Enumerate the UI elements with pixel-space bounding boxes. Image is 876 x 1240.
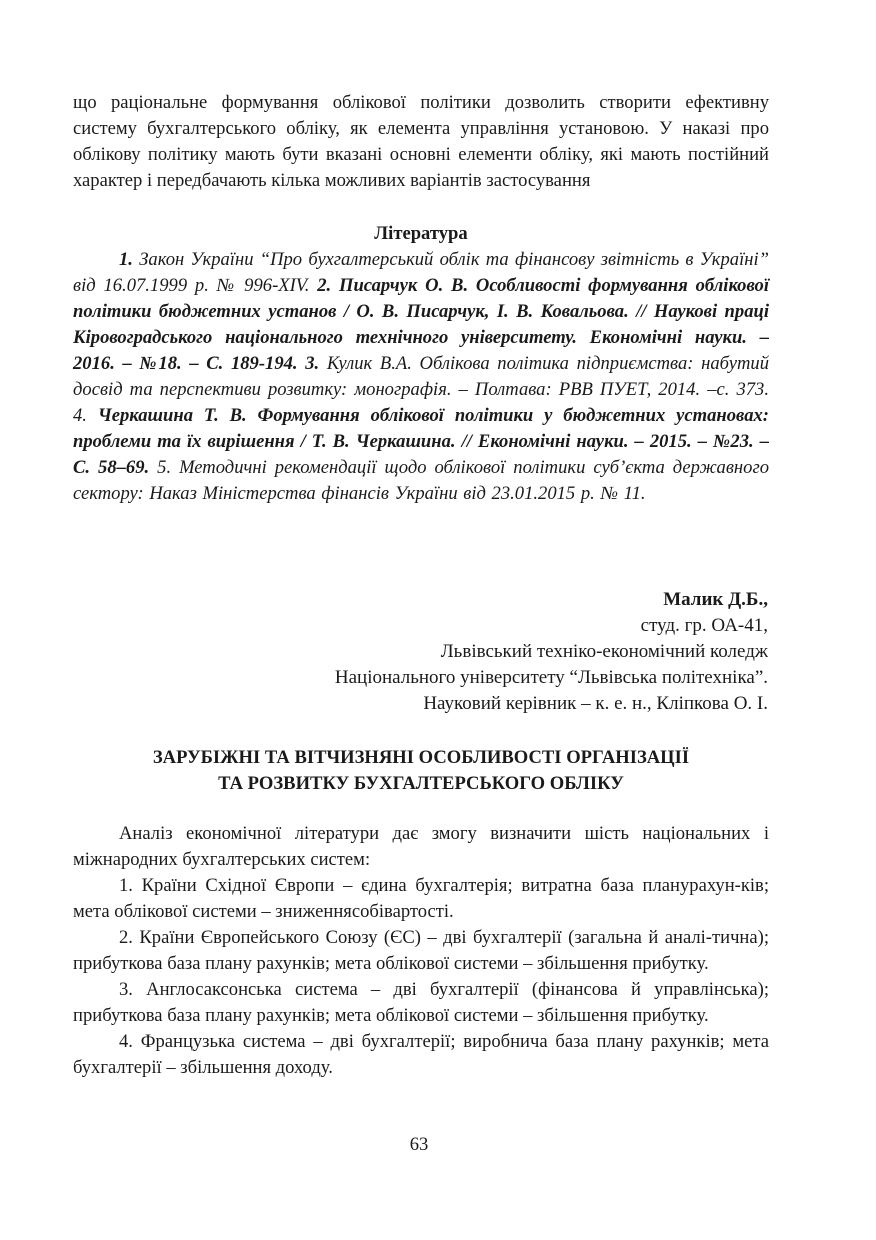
- references-paragraph: [73, 247, 769, 507]
- literature-heading: Література: [374, 223, 468, 244]
- body-paragraph: Аналіз економічної літератури дає змогу визначити шість національних і міжнародних бухгалтерських систем:: [73, 823, 769, 870]
- author-college: Львівський техніко-економічний коледж: [440, 641, 768, 662]
- ref-5-text: Методичні рекомендації щодо облікової політики суб’єкта державного сектору: Наказ Міністерства фінансів України від 23.01.2015 р. № 11.: [73, 457, 769, 504]
- article-title-line-2: ТА РОЗВИТКУ БУХГАЛТЕРСЬКОГО ОБЛІКУ: [218, 773, 624, 794]
- author-block: [335, 587, 768, 717]
- author-name: Малик Д.Б.,: [663, 589, 768, 610]
- page-number: 63: [409, 1134, 429, 1155]
- ref-2-text: Писарчук О. В. Особливості формування облікової політики бюджетних установ / О. В. Писарчук, І. В. Ковальова. // Наукові праці Кіровоградського національного технічного університету. Економічні науки. – 2016. – №18. – С. 189-194.: [73, 275, 769, 374]
- body-paragraph: 4. Французька система – дві бухгалтерії; виробнича база плану рахунків; мета бухгалтерії – збільшення доходу.: [73, 1031, 769, 1078]
- ref-1-text: Закон України “Про бухгалтерський облік та фінансову звітність в Україні” від 16.07.1999 р. № 996-XIV.: [73, 249, 769, 296]
- ref-5-number: 5.: [157, 457, 172, 478]
- ref-3-text: Кулик В.А. Облікова політика підприємства: набутий досвід та перспективи розвитку: монографія. – Полтава: РВВ ПУЕТ, 2014. –с. 373.: [73, 353, 769, 400]
- author-group: студ. гр. ОА-41,: [640, 615, 768, 636]
- body-paragraph: 1. Країни Східної Європи – єдина бухгалтерія; витратна база планурахун-ків; мета облікової системи – зниженнясобівартості.: [73, 875, 769, 922]
- ref-1-number: 1.: [119, 249, 133, 270]
- intro-paragraph-block: [73, 90, 769, 194]
- ref-2-number: 2.: [317, 275, 332, 296]
- author-university: Національного університету “Львівська політехніка”.: [334, 667, 768, 688]
- reference-list: [73, 247, 769, 507]
- ref-4-text: Черкашина Т. В. Формування облікової політики у бюджетних установах: проблеми та їх вирішення / Т. В. Черкашина. // Економічні науки. – 2015. – №23. – С. 58–69.: [73, 405, 769, 478]
- intro-paragraph: що раціональне формування облікової політики дозволить створити ефективну систему бухгалтерського обліку, як елемента управління установою. У наказі про облікову політику мають бути вказані основні елементи обліку, які мають постійний характер і передбачають кілька можливих варіантів застосування: [73, 92, 769, 191]
- ref-3-number: 3.: [305, 353, 320, 374]
- body-paragraph: 2. Країни Європейського Союзу (ЄС) – дві бухгалтерії (загальна й аналі-тична); прибуткова база плану рахунків; мета облікової системи – збільшення прибутку.: [73, 927, 769, 974]
- author-supervisor: Науковий керівник – к. е. н., Кліпкова О. І.: [423, 693, 768, 714]
- body-paragraph: 3. Англосаксонська система – дві бухгалтерії (фінансова й управлінська); прибуткова база плану рахунків; мета облікової системи – збільшення прибутку.: [73, 979, 769, 1026]
- article-title: [73, 745, 769, 797]
- article-body: [73, 821, 769, 1081]
- article-title-line-1: ЗАРУБІЖНІ ТА ВІТЧИЗНЯНІ ОСОБЛИВОСТІ ОРГАНІЗАЦІЇ: [152, 747, 690, 768]
- ref-4-number: 4.: [73, 405, 87, 426]
